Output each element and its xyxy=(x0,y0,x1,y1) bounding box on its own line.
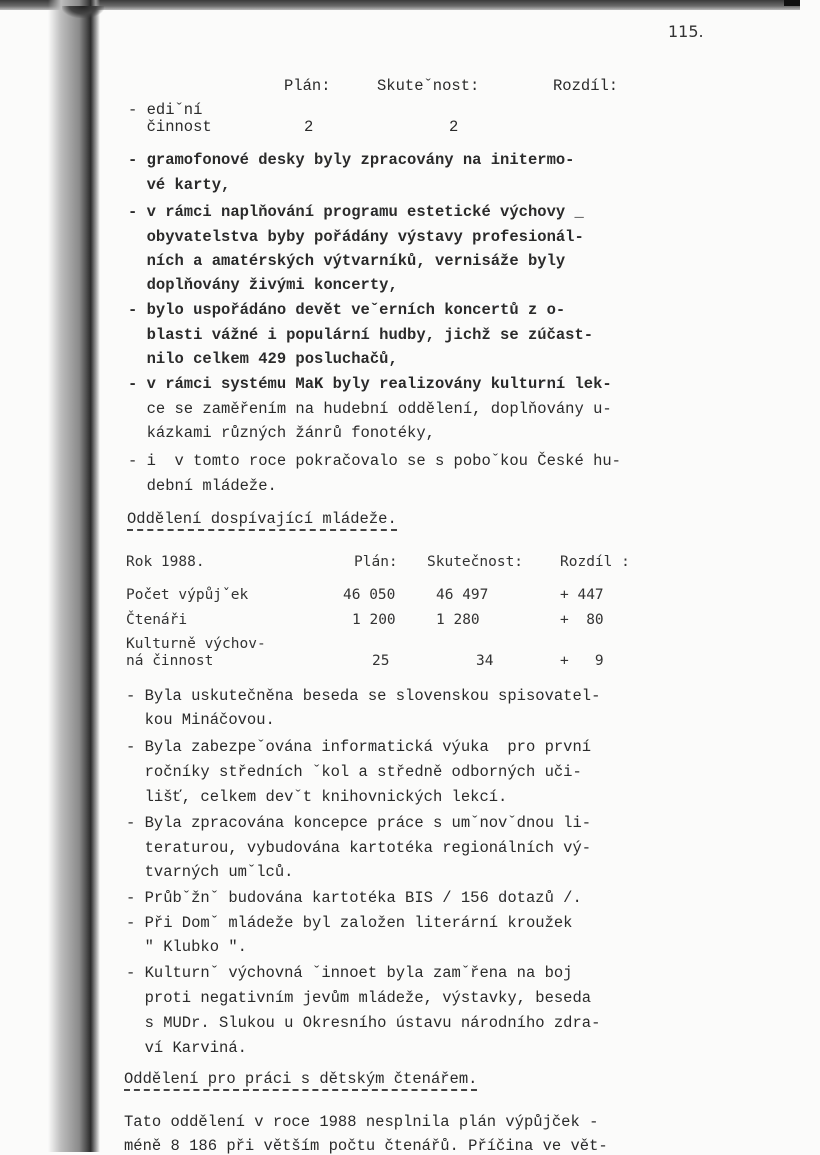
binding-shadow xyxy=(48,0,100,1152)
row-label-line2: činnost xyxy=(128,118,212,136)
header-actual: Skuteˇnost: xyxy=(377,77,480,95)
row-actual: 1 280 xyxy=(436,612,480,628)
text-line: ví Karviná. xyxy=(126,1039,247,1057)
text-line: - Byla uskutečněna beseda se slovenskou spisovatel- xyxy=(126,687,601,705)
row-plan: 1 200 xyxy=(352,612,396,628)
text-line: dební mládeže. xyxy=(128,477,277,495)
text-line: - v rámci systému MaK byly realizovány kulturní lek- xyxy=(128,375,612,393)
text-line: kázkami různých žánrů fonotéky, xyxy=(128,424,435,442)
text-line: Tato oddělení v roce 1988 nesplnila plán výpůjček - xyxy=(124,1113,599,1131)
text-line: - v rámci naplňování programu estetické výchovy _ xyxy=(128,203,584,221)
text-line: blasti vážné i populární hudby, jichž se zúčast- xyxy=(128,326,594,344)
scan-corner-mark xyxy=(784,0,800,6)
scan-top-edge xyxy=(0,0,800,10)
row-diff: + 447 xyxy=(560,587,604,603)
binding-shadow-top xyxy=(62,6,104,18)
text-line: vé karty, xyxy=(128,176,231,194)
text-line: - Byla zabezpeˇována informatická výuka pro první xyxy=(126,738,592,756)
header-plan: Plán: xyxy=(284,77,331,95)
text-line: tvarných umˇlců. xyxy=(126,863,294,881)
page-number: 115. xyxy=(668,22,704,41)
text-line: s MUDr. Slukou u Okresního ústavu národního zdra- xyxy=(126,1014,601,1032)
header-actual: Skutečnost: xyxy=(427,554,524,570)
text-line: - Byla zpracována koncepce práce s umˇnovˇdnou li- xyxy=(126,814,592,832)
row-diff: + 9 xyxy=(560,653,604,669)
text-line: " Klubko ". xyxy=(126,938,247,956)
section-heading-youth: Oddělení dospívající mládeže. xyxy=(127,510,397,531)
text-line: obyvatelstva byby pořádány výstavy profesionál- xyxy=(128,228,584,246)
row-plan: 25 xyxy=(372,653,390,669)
row-plan: 46 050 xyxy=(343,587,396,603)
text-line: - Kulturnˇ výchovná ˇinnoet byla zamˇřena na boj xyxy=(126,964,573,982)
year-label: Rok 1988. xyxy=(126,554,205,570)
row-label: Čtenáři xyxy=(126,612,188,628)
text-line: nilo celkem 429 posluchačů, xyxy=(128,350,398,368)
text-line: - i v tomto roce pokračovalo se s poboˇkou České hu- xyxy=(128,452,621,470)
row-label: Kulturně výchov- xyxy=(126,636,266,652)
text-line: - Průbˇžnˇ budována kartotéka BIS / 156 dotazů /. xyxy=(126,889,582,907)
row-label-line2: ná činnost xyxy=(126,653,214,669)
row-actual: 46 497 xyxy=(436,587,489,603)
header-plan: Plán: xyxy=(354,554,398,570)
row-actual: 2 xyxy=(449,118,459,136)
header-difference: Rozdíl: xyxy=(553,77,619,95)
text-line: ročníky středních ˇkol a středně odborných uči- xyxy=(126,763,582,781)
text-line: ních a amatérských výtvarníků, vernisáže byly xyxy=(128,252,566,270)
text-line: méně 8 186 při větším počtu čtenářů. Příčina ve vět- xyxy=(124,1137,608,1155)
text-line: proti negativním jevům mládeže, výstavky, beseda xyxy=(126,989,592,1007)
row-label-line1: - ediˇní xyxy=(128,101,203,119)
section-heading-children: Oddělení pro práci s dětským čtenářem. xyxy=(124,1070,477,1091)
row-diff: + 80 xyxy=(560,612,604,628)
row-actual: 34 xyxy=(476,653,494,669)
text-line: lišť, celkem devˇt knihovnických lekcí. xyxy=(126,788,508,806)
text-line: kou Mináčovou. xyxy=(126,711,275,729)
text-line: - gramofonové desky byly zpracovány na initermo- xyxy=(128,151,575,169)
row-label: Počet výpůjˇek xyxy=(126,587,249,603)
row-plan: 2 xyxy=(304,118,314,136)
text-line: - Při Domˇ mládeže byl založen literární kroužek xyxy=(126,914,573,932)
header-difference: Rozdíl : xyxy=(560,554,630,570)
text-line: doplňovány živými koncerty, xyxy=(128,276,398,294)
text-line: teraturou, vybudována kartotéka regionálních vý- xyxy=(126,839,592,857)
text-line: - bylo uspořádáno devět veˇerních koncertů z o- xyxy=(128,301,566,319)
text-line: ce se zaměřením na hudební oddělení, doplňovány u- xyxy=(128,400,612,418)
